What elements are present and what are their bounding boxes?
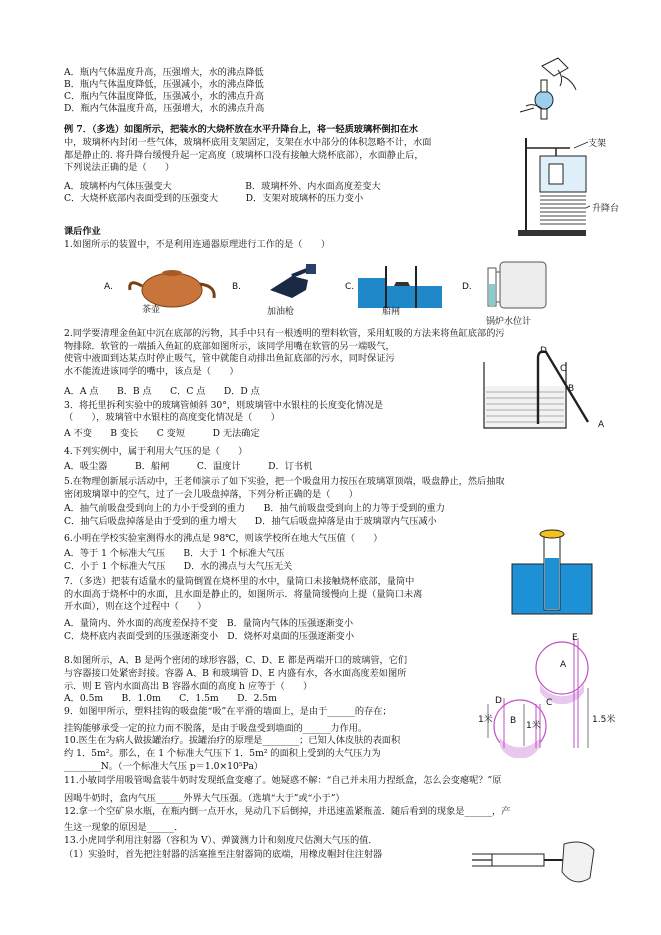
- text-line: 使管中液面到达某点时停止吸气，管中就能自动排出鱼缸底部的污水，同时保证污: [64, 353, 395, 364]
- text-line: 5.在物理创新展示活动中，王老师演示了如下实验，把一个吸盘用力按压在玻璃罩顶端，吸盘静止，然后抽取: [64, 476, 505, 487]
- text-line: 11.小敏同学用吸管喝盒装牛奶时发现纸盒变瘪了。她疑惑不解：“自己并未用力捏纸盒，怎么会变瘪呢？”原: [64, 775, 502, 786]
- q8-label-e: E: [572, 633, 578, 643]
- ship-lock-caption: 船闸: [382, 307, 401, 317]
- q1-option-d: D.: [462, 282, 472, 292]
- boiler-gauge-icon: [482, 258, 552, 314]
- cylinder-beaker-figure: [508, 528, 598, 618]
- q1-option-c: C.: [345, 282, 355, 292]
- text-line: 12.拿一个空矿泉水瓶，在瓶内倒一点开水，晃动几下后倒掉，并迅速盖紧瓶盖．随后看到的现象是______，产: [64, 806, 511, 817]
- text-line: 物排除．软管的一端插入鱼缸的底部如图所示，该同学用嘴在软管的另一端吸气，: [64, 341, 395, 352]
- text-line: 约 1．5m²。那么，在 1 个标准大气压下 1．5m² 的面积上受到的大气压力为: [64, 748, 381, 759]
- text-line: 下列说法正确的是（ ）: [64, 162, 175, 173]
- text-line: 3．将托里拆利实验中的玻璃管倾斜 30°，则玻璃管中水银柱的长度变化情况是: [64, 400, 384, 411]
- text-line: B．瓶内气体温度降低，压强减小，水的沸点降低: [64, 79, 264, 90]
- fuel-nozzle-caption: 加油枪: [267, 307, 295, 317]
- text-line: 课后作业: [64, 226, 101, 237]
- ship-lock-icon: [356, 260, 444, 310]
- text-line: 2.同学要清理金鱼缸中沉在底部的污物，其手中只有一根透明的塑料软管，采用虹吸的方法来将鱼缸底部的污: [64, 328, 505, 339]
- point-c: C: [560, 364, 567, 374]
- teapot-caption: 茶壶: [142, 305, 161, 315]
- text-line: （ ），玻璃管中水银柱的高度变化情况是（ ）: [64, 412, 280, 423]
- text-line: 例 7．（多选）如图所示，把装水的大烧杯放在水平升降台上，将一轻质玻璃杯倒扣在水: [64, 124, 419, 135]
- text-line: 的水面高于烧杯中的水面，且水面是静止的，如图所示．将量筒缓慢向上提（量筒口未离: [64, 589, 423, 600]
- text-line: A．抽气前吸盘受到向上的力小于受到的重力 B．抽气前吸盘受到向上的力等于受到的重力: [64, 503, 445, 514]
- point-a: A: [598, 420, 605, 430]
- text-line: C．瓶内气体温度降低，压强减小，水的沸点升高: [64, 91, 264, 102]
- text-line: C．小于 1 个标准大气压 D．水的沸点与大气压无关: [64, 561, 293, 572]
- text-line: C．烧杯底内表面受到的压强逐渐变小 D．烧杯对桌面的压强逐渐变小: [64, 631, 355, 642]
- text-line: A．等于 1 个标准大气压 B．大于 1 个标准大气压: [64, 548, 285, 559]
- text-line: A．量筒内、外水面的高度差保持不变 B．量筒内气体的压强逐渐变小: [64, 618, 354, 629]
- text-line: 7．（多选）把装有适量水的量筒倒置在烧杯里的水中，量筒口未接触烧杯底部，量筒中: [64, 576, 415, 587]
- text-line: 1.如图所示的装置中，不是利用连通器原理进行工作的是（ ）: [64, 239, 331, 250]
- text-line: 密闭玻璃罩中的空气，过了一会儿吸盘掉落，下列分析正确的是（ ）: [64, 489, 358, 500]
- text-line: 与容器接口处紧密封接。容器 A、B 和玻璃管 D、E 内盛有水，各水面高度差如图所: [64, 668, 407, 679]
- text-line: 10.医生在为病人做拔罐治疗。拔罐治疗的原理是________；已知人体皮肤的表面积: [64, 735, 401, 746]
- syringe-figure: [468, 824, 598, 894]
- text-line: A 不变 B 变长 C 变短 D 无法确定: [64, 428, 260, 439]
- q8-label-d: D: [495, 696, 502, 706]
- q8-dim-2: 1米: [526, 721, 541, 731]
- fuel-nozzle-icon: [262, 260, 322, 304]
- q1-option-a: A.: [104, 282, 113, 292]
- point-d: D: [540, 346, 547, 356]
- text-line: 挂钩能够承受一定的拉力而不脱落，是由于吸盘受到墙面的______力作用。: [64, 723, 368, 734]
- siphon-figure: [478, 346, 596, 432]
- lift-label: 升降台: [592, 204, 620, 214]
- text-line: （1）实验时，首先把注射器的活塞推至注射器筒的底端，用橡皮帽封住注射器: [64, 849, 383, 860]
- text-line: C．抽气后吸盘掉落是由于受到的重力增大 D．抽气后吸盘掉落是由于玻璃罩内气压减小: [64, 516, 437, 527]
- text-line: 13.小虎同学利用注射器（容积为 V）、弹簧测力计和刻度尺估测大气压的值．: [64, 835, 378, 846]
- text-line: C．大烧杯底部内表面受到的压强变大 D．支架对玻璃杯的压力变小: [64, 193, 364, 204]
- flask-figure: [512, 56, 590, 124]
- text-line: 水不能流进该同学的嘴中，该点是（ ）: [64, 366, 239, 377]
- text-line: 9．如图甲所示，塑料挂钩的吸盘能“吸”在平滑的墙面上，是由于______的存在；: [64, 706, 392, 717]
- text-line: 示．则 E 管内水面高出 B 容器水面的高度 h 应等于（ ）: [64, 681, 313, 692]
- text-line: 都是静止的. 将升降台缓慢升起一定高度（玻璃杯口没有接触大烧杯底部），水面静止后，: [64, 150, 424, 161]
- q8-dim-3: 1.5米: [592, 715, 616, 725]
- spheres-tubes-figure: [478, 628, 610, 758]
- boiler-gauge-caption: 锅炉水位计: [486, 317, 532, 327]
- point-b: B: [568, 384, 575, 394]
- text-line: A．玻璃杯内气体压强变大 B．玻璃杯外、内水面高度差变大: [64, 181, 381, 192]
- q8-dim-1: 1米: [478, 715, 493, 725]
- text-line: A．A 点 B．B 点 C．C 点 D．D 点: [64, 386, 260, 397]
- text-line: 4.下列实例中，属于利用大气压的是（ ）: [64, 446, 248, 457]
- text-line: 开水面），则在这个过程中（ ）: [64, 601, 207, 612]
- text-line: 中，玻璃杯内封闭一些气体，玻璃杯底用支架固定，支架在水中部分的体积忽略不计，水面: [64, 137, 432, 148]
- q8-label-c: C: [546, 698, 553, 708]
- text-line: D．瓶内气体温度升高，压强增大，水的沸点升高: [64, 103, 265, 114]
- text-line: 8.如图所示，A、B 是两个密闭的球形容器，C、D、E 都是两端开口的玻璃管，它们: [64, 655, 408, 666]
- q8-label-a: A: [560, 660, 567, 670]
- text-line: A．瓶内气体温度升高，压强增大，水的沸点降低: [64, 67, 264, 78]
- beaker-lift-figure: [510, 134, 620, 242]
- support-label: 支架: [588, 139, 607, 149]
- text-line: 6.小明在学校实验室测得水的沸点是 98℃，则该学校所在地大气压值（ ）: [64, 533, 383, 544]
- text-line: 因喝牛奶时，盒内气压______外界大气压强。（选填“大于”或“小于”）: [64, 793, 345, 804]
- text-line: A．0.5m B．1.0m C．1.5m D．2.5m: [64, 693, 277, 704]
- text-line: A．吸尘器 B．船闸 C．温度计 D．订书机: [64, 461, 313, 472]
- q1-option-b: B.: [232, 282, 242, 292]
- text-line: 生这一现象的原因是______．: [64, 822, 184, 833]
- q8-label-b: B: [510, 716, 517, 726]
- text-line: ________N。（一个标准大气压 p＝1.0×10⁵Pa）: [64, 761, 263, 772]
